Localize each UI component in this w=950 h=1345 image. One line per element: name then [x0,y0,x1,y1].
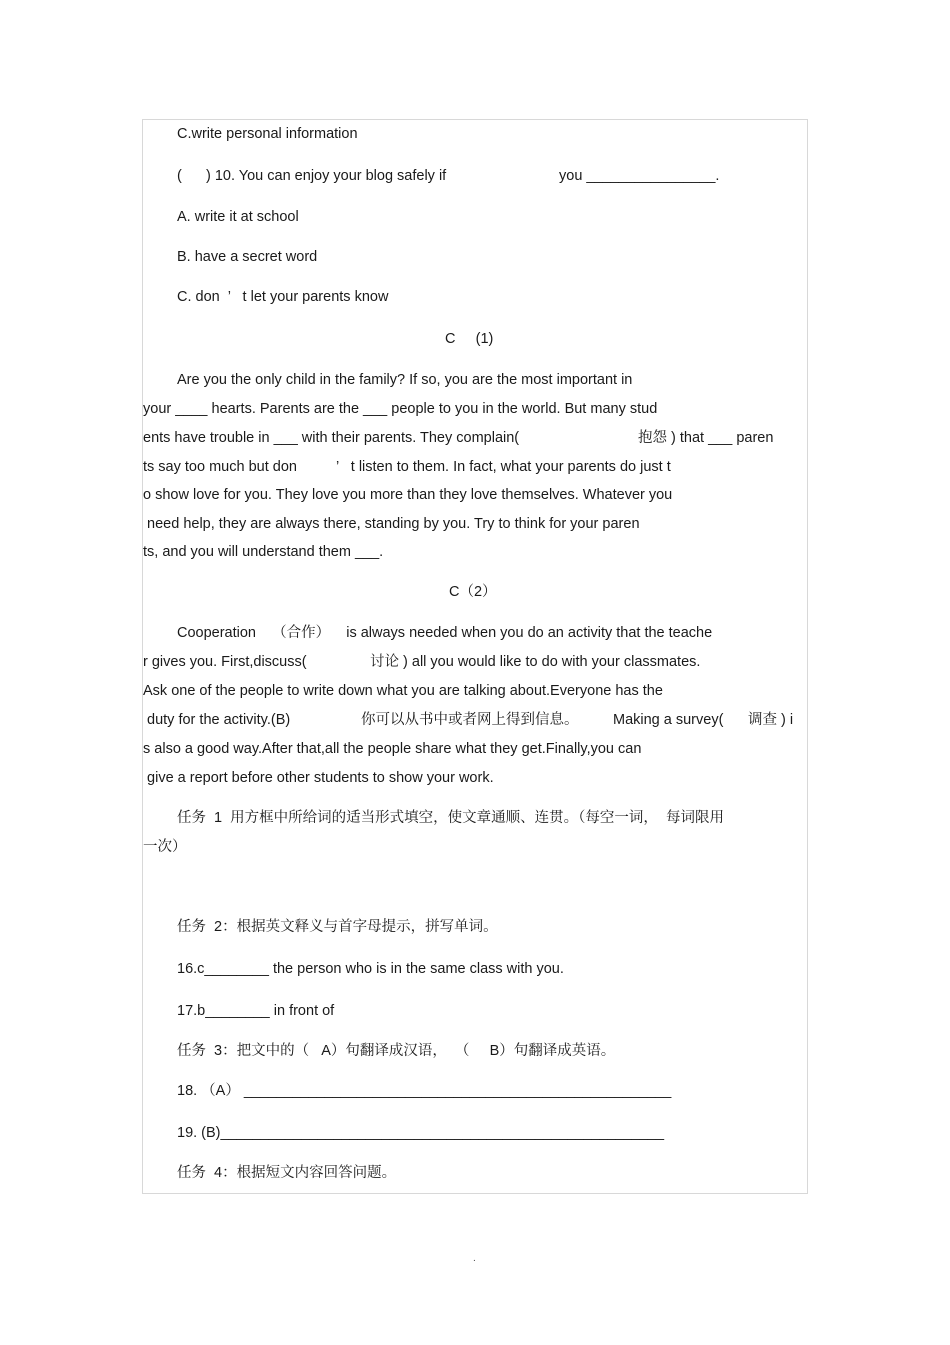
passage-c1-line: ts, and you will understand them ___. [143,544,384,560]
task1-instruction: 任务 1 用方框中所给词的适当形式填空，使文章通顺、连贯。（每空一词， 每词限用 [177,810,724,826]
q10-option-c: C. don ’ t let your parents know [177,289,389,305]
task3-title: 任务 3：把文中的（ A）句翻译成汉语， （ B）句翻译成英语。 [177,1043,616,1059]
task1-instruction-cont: 一次） [143,839,187,855]
passage-c2-line: give a report before other students to show your work. [143,770,494,786]
passage-c2-line: Making a survey( [613,712,724,728]
q9-option-c: C.write personal information [177,126,358,142]
passage-c1-line: your ____ hearts. Parents are the ___ people to you in the world. But many stud [143,401,658,417]
question-17: 17.b________ in front of [177,1003,335,1019]
question-19: 19. (B)_______________________________________________________ [177,1125,665,1141]
passage-c1-heading: C (1) [445,331,494,347]
q10-option-a: A. write it at school [177,209,299,225]
passage-c2-line: 你可以从书中或者网上得到信息。 [361,712,579,728]
passage-c2-heading: C（2） [449,584,497,600]
footer-mark: . [473,1253,476,1264]
task2-title: 任务 2：根据英文释义与首字母提示，拼写单词。 [177,919,498,935]
passage-c2-line: Ask one of the people to write down what you are talking about.Everyone has the [143,683,663,699]
question-18: 18. （A） _____________________________________________________ [177,1083,672,1099]
passage-c1-line: ts say too much but don [143,459,297,475]
passage-c1-line: Are you the only child in the family? If so, you are the most important in [177,372,633,388]
task4-title: 任务 4：根据短文内容回答问题。 [177,1165,397,1181]
passage-c2-line: 讨论 ) all you would like to do with your classmates. [370,654,701,670]
q10-option-b: B. have a secret word [177,249,318,265]
passage-c1-line: 抱怨 ) that ___ paren [638,430,774,446]
question-16: 16.c________ the person who is in the same class with you. [177,961,564,977]
passage-c1-line: ’ t listen to them. In fact, what your parents do just t [336,459,671,475]
passage-c2-line: 调查 ) i [748,712,794,728]
passage-c2-line: duty for the activity.(B) [143,712,291,728]
passage-c1-line: need help, they are always there, standing by you. Try to think for your paren [143,516,640,532]
passage-c2-line: r gives you. First,discuss( [143,654,307,670]
q10-stem: ( ) 10. You can enjoy your blog safely if [177,168,447,184]
passage-c2-line: s also a good way.After that,all the people share what they get.Finally,you can [143,741,642,757]
passage-c2-line: Cooperation （合作） is always needed when you do an activity that the teache [177,625,713,641]
passage-c1-line: o show love for you. They love you more than they love themselves. Whatever you [143,487,673,503]
q10-stem-blank: you ________________. [559,168,720,184]
passage-c1-line: ents have trouble in ___ with their parents. They complain( [143,430,520,446]
